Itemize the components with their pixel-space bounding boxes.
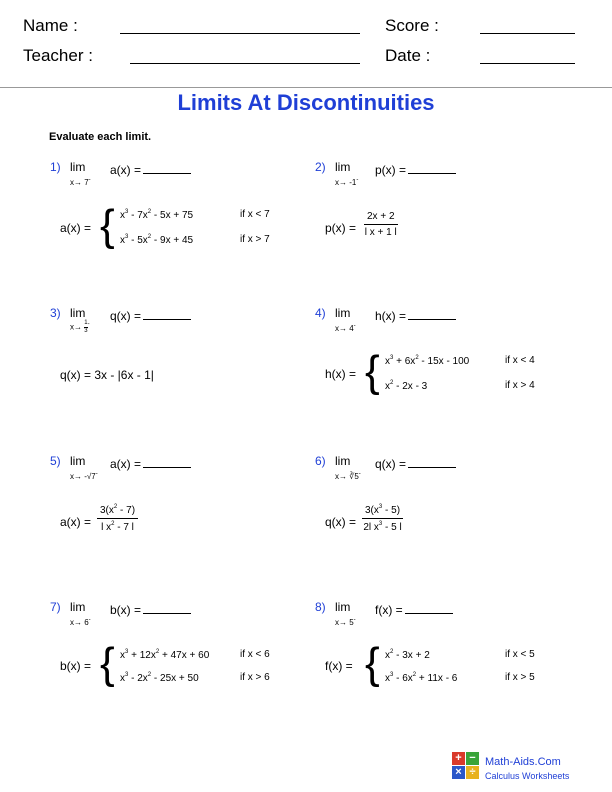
- numerator: $3(x^2 - 7)$: [97, 504, 138, 519]
- limit-approach: x→ ∛5-: [335, 471, 361, 481]
- lim-label: lim: [70, 160, 86, 174]
- plus-icon: +: [452, 752, 465, 765]
- function-answer: p(x) =: [375, 162, 456, 177]
- limit-approach: x→ 6-: [70, 617, 91, 627]
- denominator: 2l $x^3 - 5$ l: [363, 521, 402, 533]
- limit-approach: x→ 5-: [335, 617, 356, 627]
- problem-3: [50, 306, 310, 436]
- function-lhs: q(x) =: [325, 515, 357, 529]
- brand-name: Math-Aids.Com: [485, 756, 561, 768]
- math-aids-logo: [452, 752, 480, 780]
- lim-label: lim: [70, 600, 86, 614]
- header-divider: [0, 87, 612, 88]
- function-lhs: p(x) =: [325, 221, 357, 235]
- problem-1: [50, 160, 310, 290]
- piece-2: $x^3 - 2x^2 - 25x + 50$: [120, 672, 199, 684]
- lim-label: lim: [70, 454, 86, 468]
- problem-number: 1): [50, 160, 61, 174]
- brace: {: [365, 347, 380, 396]
- piece-2: $x^3 - 6x^2 + 11x - 6$: [385, 672, 458, 684]
- condition-1: if x < 6: [240, 649, 270, 660]
- teacher-label: Teacher :: [23, 46, 93, 65]
- condition-2: if x > 7: [240, 234, 270, 245]
- answer-blank[interactable]: [408, 308, 456, 320]
- fraction-one-third: $\frac{1}{3}$: [84, 320, 88, 334]
- divide-icon: ÷: [466, 766, 479, 779]
- brace: {: [100, 201, 115, 250]
- limit-approach: x→ -1-: [335, 177, 359, 187]
- problem-8: [315, 600, 575, 730]
- piece-1: $x^3 + 6x^2 - 15x - 100$: [385, 355, 470, 367]
- teacher-field[interactable]: [130, 63, 360, 64]
- denominator: l x + 1 l: [364, 227, 397, 238]
- problem-6: [315, 454, 575, 584]
- date-label: Date :: [385, 46, 431, 65]
- brace: {: [100, 639, 115, 688]
- limit-approach: x→ -√7-: [70, 471, 98, 481]
- function-answer: a(x) =: [110, 162, 191, 177]
- answer-blank[interactable]: [143, 456, 191, 468]
- piece-2: $x^3 - 5x^2 - 9x + 45$: [120, 234, 194, 246]
- answer-blank[interactable]: [143, 308, 191, 320]
- condition-1: if x < 7: [240, 209, 270, 220]
- function-answer: q(x) =: [375, 456, 456, 471]
- piecewise-lhs: b(x) =: [60, 659, 92, 673]
- problem-2: [315, 160, 575, 290]
- condition-2: if x > 4: [505, 380, 535, 391]
- answer-blank[interactable]: [408, 162, 456, 174]
- brand-subtitle: Calculus Worksheets: [485, 771, 570, 781]
- fraction: [364, 211, 398, 238]
- piece-1: $x^3 + 12x^2 + 47x + 60$: [120, 649, 210, 661]
- problem-number: 3): [50, 306, 61, 320]
- problem-number: 8): [315, 600, 326, 614]
- piece-1: $x^2 - 3x + 2$: [385, 649, 430, 661]
- score-field[interactable]: [480, 33, 575, 34]
- lim-label: lim: [335, 454, 351, 468]
- condition-2: if x > 6: [240, 672, 270, 683]
- condition-1: if x < 5: [505, 649, 535, 660]
- answer-blank[interactable]: [408, 456, 456, 468]
- problem-7: [50, 600, 310, 730]
- piece-1: $x^3 - 7x^2 - 5x + 75$: [120, 209, 194, 221]
- denominator: l $x^2 - 7$ l: [101, 521, 134, 533]
- function-answer: a(x) =: [110, 456, 191, 471]
- problem-number: 5): [50, 454, 61, 468]
- problem-5: [50, 454, 310, 584]
- piecewise-lhs: h(x) =: [325, 367, 357, 381]
- fraction: [97, 504, 138, 533]
- lim-label: lim: [70, 306, 86, 320]
- lim-label: lim: [335, 600, 351, 614]
- answer-blank[interactable]: [143, 602, 191, 614]
- condition-1: if x < 4: [505, 355, 535, 366]
- answer-blank[interactable]: [405, 602, 453, 614]
- limit-approach: x→ 4-: [335, 323, 356, 333]
- lim-label: lim: [335, 160, 351, 174]
- limit-approach: x→ 7-: [70, 177, 91, 187]
- answer-blank[interactable]: [143, 162, 191, 174]
- instructions: Evaluate each limit.: [49, 131, 152, 143]
- function-answer: q(x) =: [110, 308, 191, 323]
- minus-icon: −: [466, 752, 479, 765]
- problem-number: 2): [315, 160, 326, 174]
- limit-approach: x→ $\frac{1}{3}$ -: [70, 320, 90, 334]
- numerator: 2x + 2: [364, 211, 398, 225]
- name-label: Name :: [23, 16, 78, 35]
- fraction: [362, 504, 403, 533]
- piecewise-lhs: a(x) =: [60, 221, 92, 235]
- date-field[interactable]: [480, 63, 575, 64]
- times-icon: ×: [452, 766, 465, 779]
- condition-2: if x > 5: [505, 672, 535, 683]
- brace: {: [365, 639, 380, 688]
- function-expression: q(x) = 3x - |6x - 1|: [60, 368, 154, 382]
- function-answer: b(x) =: [110, 602, 191, 617]
- name-field[interactable]: [120, 33, 360, 34]
- problem-number: 7): [50, 600, 61, 614]
- problem-number: 6): [315, 454, 326, 468]
- function-answer: h(x) =: [375, 308, 456, 323]
- numerator: $3(x^3 - 5)$: [362, 504, 403, 519]
- score-label: Score :: [385, 16, 439, 35]
- piecewise-lhs: f(x) =: [325, 659, 353, 673]
- piece-2: $x^2 - 2x - 3$: [385, 380, 428, 392]
- function-answer: f(x) =: [375, 602, 453, 617]
- lim-label: lim: [335, 306, 351, 320]
- function-lhs: a(x) =: [60, 515, 92, 529]
- problem-4: [315, 306, 575, 436]
- problem-number: 4): [315, 306, 326, 320]
- page-title: Limits At Discontinuities: [177, 90, 435, 115]
